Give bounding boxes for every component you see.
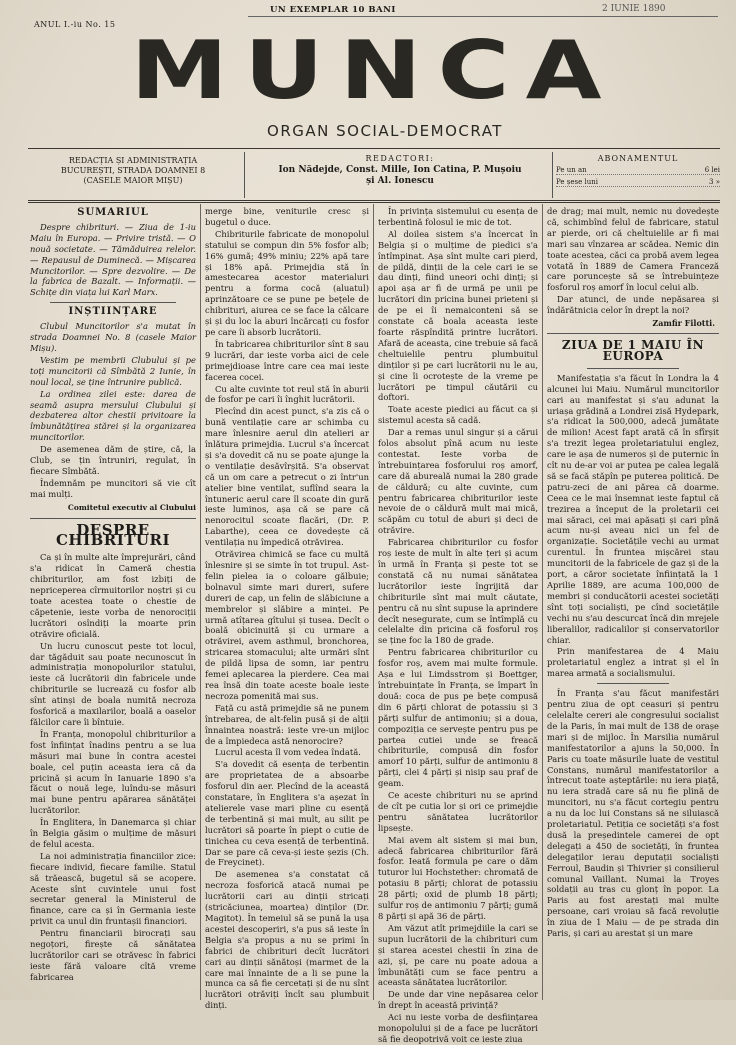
article-paragraph: Mai avem alt sistem și mai bun, adecă fabricarea chibriturilor fără fosfor. Ieată formula pe care o dăm tuturor lui Hochstether: chromată de potasiu 8 părți; chlorat de potassiu 28 părți; oxid de plumb 18 părți; sulfur roș de antimoniu 7 părți; gumă 8 părți și apă 36 de părți.: [378, 834, 538, 921]
article-paragraph: De unde dar vine nepăsarea celor în drept în această privință?: [378, 989, 538, 1011]
editors-names: Ion Nădejde, Const. Mille, Ion Catina, P. Mușoiu și Al. Ionescu: [278, 165, 522, 186]
summary-title: SUMARIUL: [77, 207, 149, 218]
article-paragraph: merge bine, veniturile cresc și bugetul o duce.: [205, 206, 369, 227]
article-paragraph: De asemenea s'a constatat că necroza fosforică atacă numai pe lucrătorii cari au dinții stricați (stricăciunea, moartea) dinților (Dr. Magitot). În temeiul să se pună la ușa acestei descoperiri, s'a pus să ieste în Belgia s'a propus a nu se primi în fabrici de chibrituri decît lucrători cari au dinții sănătoși (marmet de la care mai înnainte de a li se pune la munca ca să fie cercetați și de nu sînt lucrători otrăviți încît sau plumbuit dinți.: [205, 869, 369, 1011]
column-3: [378, 206, 538, 1044]
divider: [587, 368, 679, 369]
subscription-row-half: Pe șese luni 3 »: [556, 178, 720, 186]
article-paragraph: Lucrul acesta îl vom vedea îndată.: [215, 747, 361, 758]
article-title-chibrituri: DESPRE CHIBRITURI: [55, 520, 170, 550]
article-paragraph: Ca și în multe alte împrejurări, când s'a ridicat în Cameră chestia chibriturilor, am fost izbiți de nepriceperea cîrmuitorilor noștri și cu toate acestea toate o chestie de căpetenie, ieste vorba de nenorociții lucrători osîndiți la moarte prin otrăvire oficială.: [30, 552, 196, 639]
summary-text: Despre chibrituri. — Ziua de 1-iu Maiu în Europa. — Privire tristă. — O nouă societate. — Tămăduirea relelor. — Repausul de Duminecă. — Mișcarea Muncitorilor. — Spre dezvolire. — De la fabrica de Bazalt. — Informații. — Schițe din viața lui Karl Marx.: [30, 221, 196, 298]
subscription-row-year: Pe un an 6 lei: [556, 166, 720, 174]
divider: [30, 518, 196, 519]
issue-date: 2 IUNIE 1890: [602, 4, 666, 14]
article-paragraph: Cu alte cuvinte tot reul stă în aburii de fosfor pe cari îi înghit lucrătorii.: [205, 383, 369, 405]
top-line: [0, 4, 736, 29]
column-4: [547, 206, 719, 1000]
article-paragraph: Un lucru cunoscut peste tot locul, dar tăgăduit sau poate necunoscut în administrația monopolurilor statului, ieste că lucrătorii din fabricele unde chibriturile se lucrează cu fosfor alb sînt atinși de boala numită necroza fosforică a maxilarilor, boală a oaselor fălcilor care îi bîntuie.: [30, 640, 196, 727]
masthead-subtitle: ORGAN SOCIAL-DEMOCRAT: [267, 122, 503, 140]
article-paragraph: Prin manifestarea de 4 Maiu proletariatul englez a intrat și el în marea armată a socialismului.: [547, 646, 719, 679]
column-2: [205, 206, 369, 1011]
notice-p5: Îndemnăm pe muncitori să vie cît mai mulți.: [30, 477, 196, 499]
column-separator: [542, 204, 543, 1000]
header-double-rule: [28, 200, 720, 203]
notice-signature: Comitetul executiv al Clubului: [67, 502, 196, 512]
notice-p1: Clubul Muncitorilor s'a mutat în strada Doamnei No. 8 (casele Maior Mișu).: [30, 321, 196, 353]
notice-title: INȘTIINȚARE: [68, 306, 158, 318]
article-paragraph: În tabricarea chibriturilor sînt 8 sau 9 lucrări, dar ieste vorba aici de cele primejdioase între care cea mai ieste facerea cocei.: [205, 338, 369, 382]
editors-label: REDACTORI:: [365, 154, 435, 163]
article-paragraph: În privința sistemului cu esența de terbentină folosul ie mic de tot.: [378, 206, 538, 227]
divider: [547, 333, 719, 334]
article-paragraph: Toate aceste piedici au făcut ca și sistemul acesta să cadă.: [378, 404, 538, 426]
notice-p2: Vestim pe membrii Clubului și pe toți muncitorii că Sîmbătă 2 Iunie, în noul local, se ține întrunire publică.: [30, 354, 196, 387]
article-paragraph: Fabricarea chibriturilor cu fosfor roș ieste de mult în alte țeri și acum în urmă în Franța și peste tot se constată că nu numai sănătatea lucrătorilor ieste îngrijită dar chibriturile sînt mai mult căutate, pentru că nu sînt supuse la aprindere decît nesegurate, cum se întîmplă cu celelalte din pricina că fosforul roș se ține foc la 180 de grade.: [378, 537, 538, 646]
article-title-1-maiu: ZIUA DE 1 MAIU ÎN EUROPA: [561, 337, 705, 363]
issue-number: ANUL I.-iu No. 15: [34, 20, 116, 29]
article-signature: Zamfir Filotti.: [652, 318, 715, 329]
article-paragraph: În Franța, monopolul chibriturilor a fost înființat înadins pentru a se lua măsuri mai bune în contra acestei boale, cel puțin aceasta iera că da pricină și acum în Ianuarie 1890 s'a făcut o nouă lege, luîndu-se măsuri mai bune pentru apărarea sănătăței lucrătorilor.: [30, 728, 196, 816]
info-separator-left: [244, 152, 245, 198]
column-separator: [373, 204, 374, 1000]
article-paragraph: Aci nu ieste vorba de desființarea monopolului și de a face pe lucrători să fie deopotrivă voit ce ieste ziua: [378, 1012, 538, 1044]
article-paragraph: La noi administrația financiilor zice: fiecare individ, fiecare familie. Statul să trăească, bugetul să se acopere. Aceste sînt cuvintele unui fost secretar general la Ministerul de finance, care ca și în Germania ieste privit ca unul din fruntașii financiori.: [30, 850, 196, 927]
article-paragraph: În Englitera, în Danemarca și chiar în Belgia găsim o mulțime de măsuri de felul acesta.: [30, 817, 196, 849]
article-paragraph: Am văzut atît primejdiile la cari se supun lucrătorii de la chibrituri cum și starea acestei chestii în zina de azi, și, pe care nu poate adoua a îmbunătăți cum se face pentru a aceasta sănătatea lucrătorilor.: [378, 922, 538, 988]
article-paragraph: Dar atunci, de unde nepăsarea și îndărătnicia celor în drept la noi?: [547, 294, 719, 316]
article-paragraph: În Franța s'au făcut manifestări pentru ziua de opt ceasuri și pentru celelalte cereri ale congresului socialist de la Paris, în mai mult de 138 de orașe mari și de mijloc. În Marsilia numărul manifestatorilor a ajuns la 50,000. În Paris cu toate măsurile luate de vestitul Constans, numărul manifestatorilor a întrecut toate așteptările: nu iera piață, nu iera stradă care să nu fie plină de muncitori, nu s'a făcut cortegiu pentru a nu da loc lui Constans să ne siluiască proletariatul. Petiția ce societăți s'a fost dusă la președintele camerei de opt delegați a 450 de societăți, în fruntea delegaților ierau deputații socialiști Ferroul, Baudin și Thivrier și consilierul comunal Vaillant. Numai la Troyes soldații au tras cu glonț în popor. La Paris au fost arestați mai multe persoane, cari vroiau să facă revoluție în ziua de 1 Maiu — de pe strada din Paris, și cari au arestat și un mare: [547, 688, 719, 939]
article-paragraph: Ce aceste chibrituri nu se aprind de cît pe cutia lor și ori ce primejdie pentru sănătatea lucrătorilor lipsește.: [378, 790, 538, 833]
article-paragraph: S'a dovedit că esența de terbentin are proprietatea de a absoarbe fosforul din aer. Plecînd de la această constatare, în Englitera s'a așezat în atelierele vase mari pline cu esență de terbentină și mai mult, au silit pe lucrători să poarte în piept o cutie de tinichea cu ceva esență de terbentină. Dar se pare că ceva-și ieste șezis (Ch. de Freycinet).: [205, 759, 369, 868]
masthead-rule: [28, 148, 720, 149]
article-paragraph: Plecînd din acest punct, s'a zis că o bună ventilație care ar schimba cu mare înlesnire aerul din atelieri ar înlătura primejdia. Lucrul s'a încercat și s'a dovedit că nu se poate ajunge la o ventilație desăvîrșită. S'a observat că un om care a petrecut o zi într'un atelier bine ventilat, suflînd seara la întuneric aerul care îl scoate din gură ieste luminos, așa că se pare că nenorocitul scoate flacări, (Dr. P. Labarthe), ceea ce dovedește că ventilația nu împedică otrăvirea.: [205, 406, 369, 548]
info-separator-right: [552, 152, 553, 198]
price-line: UN EXEMPLAR 10 BANI: [270, 5, 396, 15]
editors-block: [250, 154, 550, 187]
divider: [50, 302, 176, 303]
article-paragraph: Față cu astă primejdie să ne punem întrebarea, de alt-felin pusă și de alții înnaintea noastră: ieste vre-un mijloc de a împiedeca astă nenorocire?: [205, 702, 369, 746]
office-address: REDACȚIA ȘI ADMINISTRAȚIA BUCUREȘTI, STRADA DOAMNEI 8 (CASELE MAIOR MIȘU): [60, 156, 206, 185]
article-paragraph: Pentru fabricarea chibriturilor cu fosfor roș, avem mai multe formule. Așa e lui Limdsstrom și Boettger, întrebuințate în Franța, se împart în două: coca de pus pe bețe compusă din 6 părți chlorat de potassiu și 3 părți sulfur de antimoniu; și a doua, compoziția ce servește pentru pus pe partea cutiei unde se freacă chibriturile, compusă din fosfor amorf 10 părți, sulfur de antimoniu 8 părți, clei 4 părți și nisip sau praf de geam.: [378, 647, 538, 789]
article-paragraph: Otrăvirea chimică se face cu multă înlesnire și se simte în tot trupul. Ast-felin pielea ia o coloare gălbuie; bolnavul simte mari dureri, sufere dureri de cap, un felin de slăbiciune a membrelor și slăbire a minței. Pe urmă atîțarea gîtului și tusea. Decît o boală obicinuită și cu urmare a otrăvirei, avem asthmul, bronchorea, stricarea stomacului; alte urmări sînt de pildă lipsa de somn, iar pentru femei aplecarea la pierdere. Cea mai rea însă din toate aceste boale ieste necroza pomenită mai sus.: [205, 549, 369, 701]
article-paragraph: Chibriturile fabricate de monopolul statului se compun din 5% fosfor alb; 16% gumă; 49% miniu; 22% apă tare și 18% apă. Primejdia stă în amestecarea acestor materialuri pentru a forma cocă (aluatul) aprinzătoare ce se pune pe bețele de chibrituri, aiurea ce se face la călcare și și du loc la aburi încărcați cu fosfor pe care îi absorb lucrătorii.: [205, 228, 369, 337]
subscription-block: [556, 154, 720, 187]
notice-p3: La ordinea zilei este: darea de seamă asupra mersului Clubului și dezbaterea altor chestii privitoare la îmbunătățirea stărei și la organizarea muncitorilor.: [30, 388, 196, 443]
notice-p4: De asemenea dăm de știre, că, la Club, se țin întruniri, regulat, în fiecare Sîmbătă.: [30, 444, 196, 476]
column-separator: [200, 204, 201, 1000]
top-rule: [248, 16, 718, 17]
article-paragraph: de drag; mai mult, nemic nu dovedește că, schimbînd felul de fabricare, statul ar pierde, ori că cheltuielile ar fi mai mari sau vînzarea ar scădea. Nemic din toate acestea, căci ca probă avem legea votată în 1889 de Camera Franceză care poruncește să se întrebuințeze fosforul roș amorf în locul celui alb.: [547, 206, 719, 293]
subscription-label: ABONAMENTUL: [597, 154, 679, 163]
divider: [597, 683, 669, 684]
article-paragraph: Dar a remas unul singur și a cărui folos absolut pînă acum nu ieste contestat. Ieste vorba de întrebuințarea fosforului roș amorf, care dă abureală numai la 280 grade de căldură; cu alte cuvinte, cum pentru fabricarea chibriturilor ieste nevoie de o căldură mult mai mică, scăpăm cu totul de aburi și deci de otrăvire.: [378, 427, 538, 536]
column-1: [30, 206, 196, 1000]
article-paragraph: Al doilea sistem s'a încercat în Belgia și o mulțime de piedici s'a întîmpinat. Așa sînt multe cari pierd, de pildă, dinții de la cele cari ie se dau dinți, fiind uneori ochi dinți; și apoi așa ar fi de urmă pe unii pe lucrători din pricina bunei prieteni și de pe ei îi nemaiconteni să se constate că boala aceasta ieste foarte răspîndită printre lucrători. Afară de aceasta, cine trebuie să facă cheltuielile pentru plumbuitul dinților și pe cari lucrătorii nu le au, și cine îi ocrotește de la vreme pe lucrători pe timpul căutării cu doftori.: [378, 228, 538, 403]
article-paragraph: Pentru financiarii birocrați sau negoțori, firește că sănătatea lucrătorilor cari se otrăvesc în fabrici ieste fără valoare cîtă vreme fabricarea: [30, 928, 196, 982]
article-paragraph: Manifestația s'a făcut în Londra la 4 alcunei lui Maiu. Numărul muncitorilor cari au manifestat și s'au adunat la uriașa grădină a Londrei zisă Hydepark, s'a ridicat la 500,000, adecă jumătate de milion! Acest fapt arată că în sfîrșit s'a trezit legea proletariatului englez, care ie așa de numeros și de puternic în cît nu de-ar voi ar putea pe calea legală să se facă stăpîn pe puterea politică. De patru-zeci de ani părea că doarme. Ceea ce le mai însemnat ieste faptul că trezirea a început de la proletarii cei mai săraci, cei mai apăsați și cari pînă acum nu-și aveau nici un fel de organizație. Societățile vechi au urmat curentul. În fruntea mișcărei stau muncitorii de la fabricele de gaz și de la port, a căror societate înființată la 1 Aprilie 1889, are acuma 100,000 de membri și conducătorii acestei societăți sînt toți socialiști, pe cînd societățile vechi nu s'au descurcat încă din mrejele liberalilor, radicalilor și conservatorilor chiar.: [547, 372, 719, 645]
masthead-title: MUNCA: [130, 24, 618, 118]
info-bar: [28, 156, 720, 196]
